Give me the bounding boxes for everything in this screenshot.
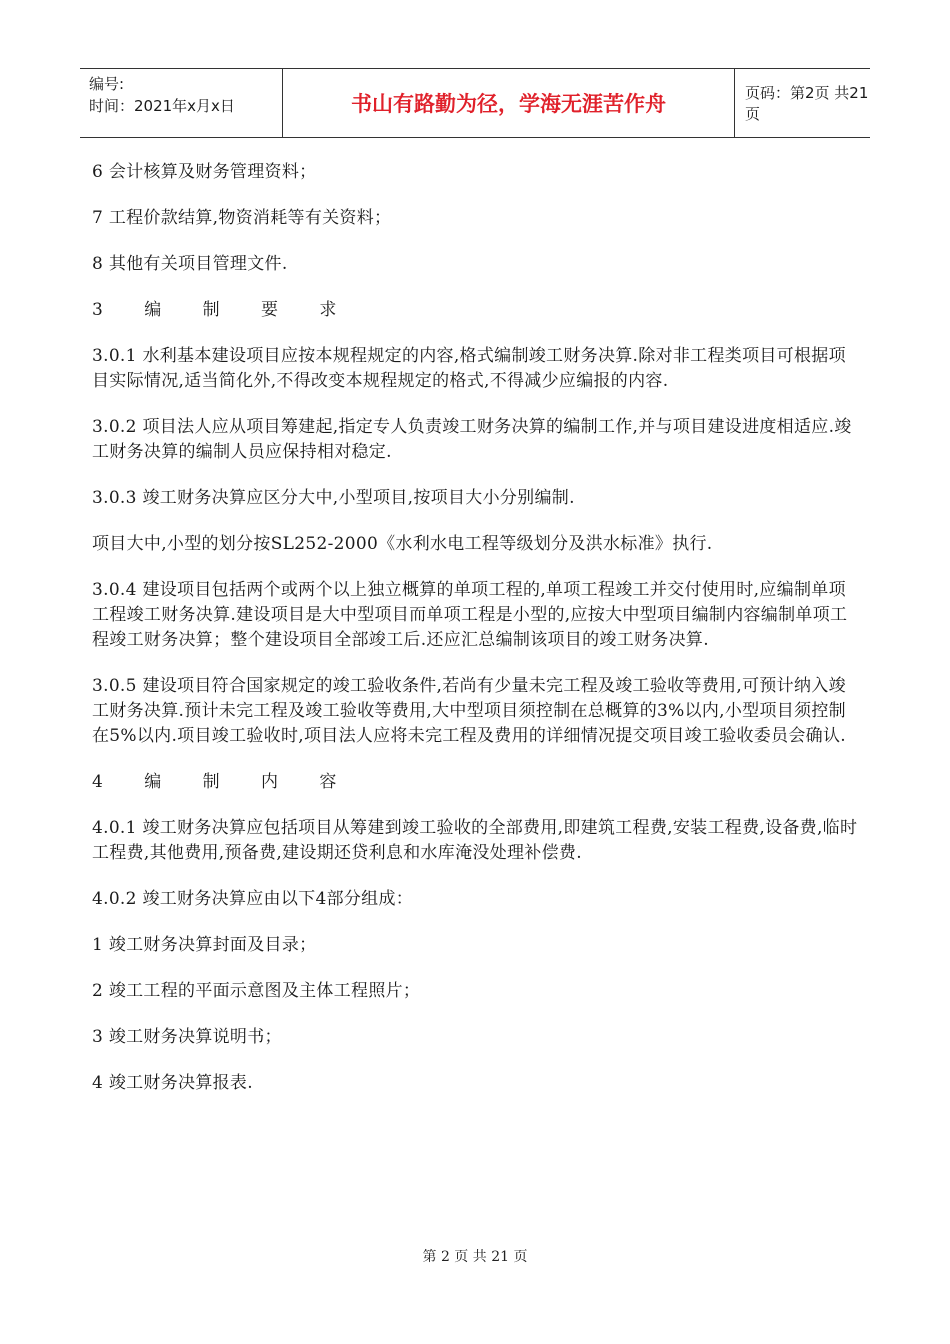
clause-paragraph: 项目大中,小型的划分按SL252-2000《水利水电工程等级划分及洪水标准》执行.: [92, 534, 713, 554]
list-item: 6 会计核算及财务管理资料；: [92, 162, 317, 182]
section-heading: 3 编 制 要 求: [92, 300, 355, 320]
number-label: 编号:: [89, 75, 125, 93]
clause-paragraph: 4.0.2 竣工财务决算应由以下4部分组成：: [92, 889, 414, 909]
section-heading: 4 编 制 内 容: [92, 772, 355, 792]
list-item: 1 竣工财务决算封面及目录；: [92, 935, 317, 955]
header-page-info: 页码：第2页 共21页: [745, 84, 869, 123]
page-footer: 第 2 页 共 21 页: [422, 1249, 528, 1265]
clause-paragraph: 3.0.1 水利基本建设项目应按本规程规定的内容,格式编制竣工财务决算.除对非工程类项目可根据项目实际情况,适当简化外,不得改变本规程规定的格式,不得减少应编报的内容.: [92, 346, 846, 391]
clause-paragraph: 4.0.1 竣工财务决算应包括项目从筹建到竣工验收的全部费用,即建筑工程费,安装工程费,设备费,临时工程费,其他费用,预备费,建设期还贷利息和水库淹没处理补偿费.: [92, 818, 858, 863]
header-motto: 书山有路勤为径，学海无涯苦作舟: [283, 69, 735, 137]
list-item: 4 竣工财务决算报表.: [92, 1073, 253, 1093]
header-meta: [80, 69, 283, 137]
clause-paragraph: 3.0.5 建设项目符合国家规定的竣工验收条件,若尚有少量未完工程及竣工验收等费用,可预计纳入竣工财务决算.预计未完工程及竣工验收等费用,大中型项目须控制在总概算的3%以内,小型项目须控制在5%以内.项目竣工验收时,项目法人应将未完工程及费用的详细情况提交项目竣工验收委员会确认.: [92, 676, 846, 746]
list-item: 7 工程价款结算,物资消耗等有关资料；: [92, 208, 392, 228]
list-item: 2 竣工工程的平面示意图及主体工程照片；: [92, 981, 421, 1001]
list-item: 3 竣工财务决算说明书；: [92, 1027, 282, 1047]
date-label: 时间：2021年x月x日: [89, 97, 235, 115]
document-body: [92, 160, 858, 1117]
clause-paragraph: 3.0.3 竣工财务决算应区分大中,小型项目,按项目大小分别编制.: [92, 488, 575, 508]
clause-paragraph: 3.0.4 建设项目包括两个或两个以上独立概算的单项工程的,单项工程竣工并交付使用时,应编制单项工程竣工财务决算.建设项目是大中型项目而单项工程是小型的,应按大中型项目编制内容编制单项工程竣工财务决算；整个建设项目全部竣工后.还应汇总编制该项目的竣工财务决算.: [92, 580, 848, 650]
page-header: [80, 68, 870, 138]
clause-paragraph: 3.0.2 项目法人应从项目筹建起,指定专人负责竣工财务决算的编制工作,并与项目建设进度相适应.竣工财务决算的编制人员应保持相对稳定.: [92, 417, 852, 462]
list-item: 8 其他有关项目管理文件.: [92, 254, 288, 274]
